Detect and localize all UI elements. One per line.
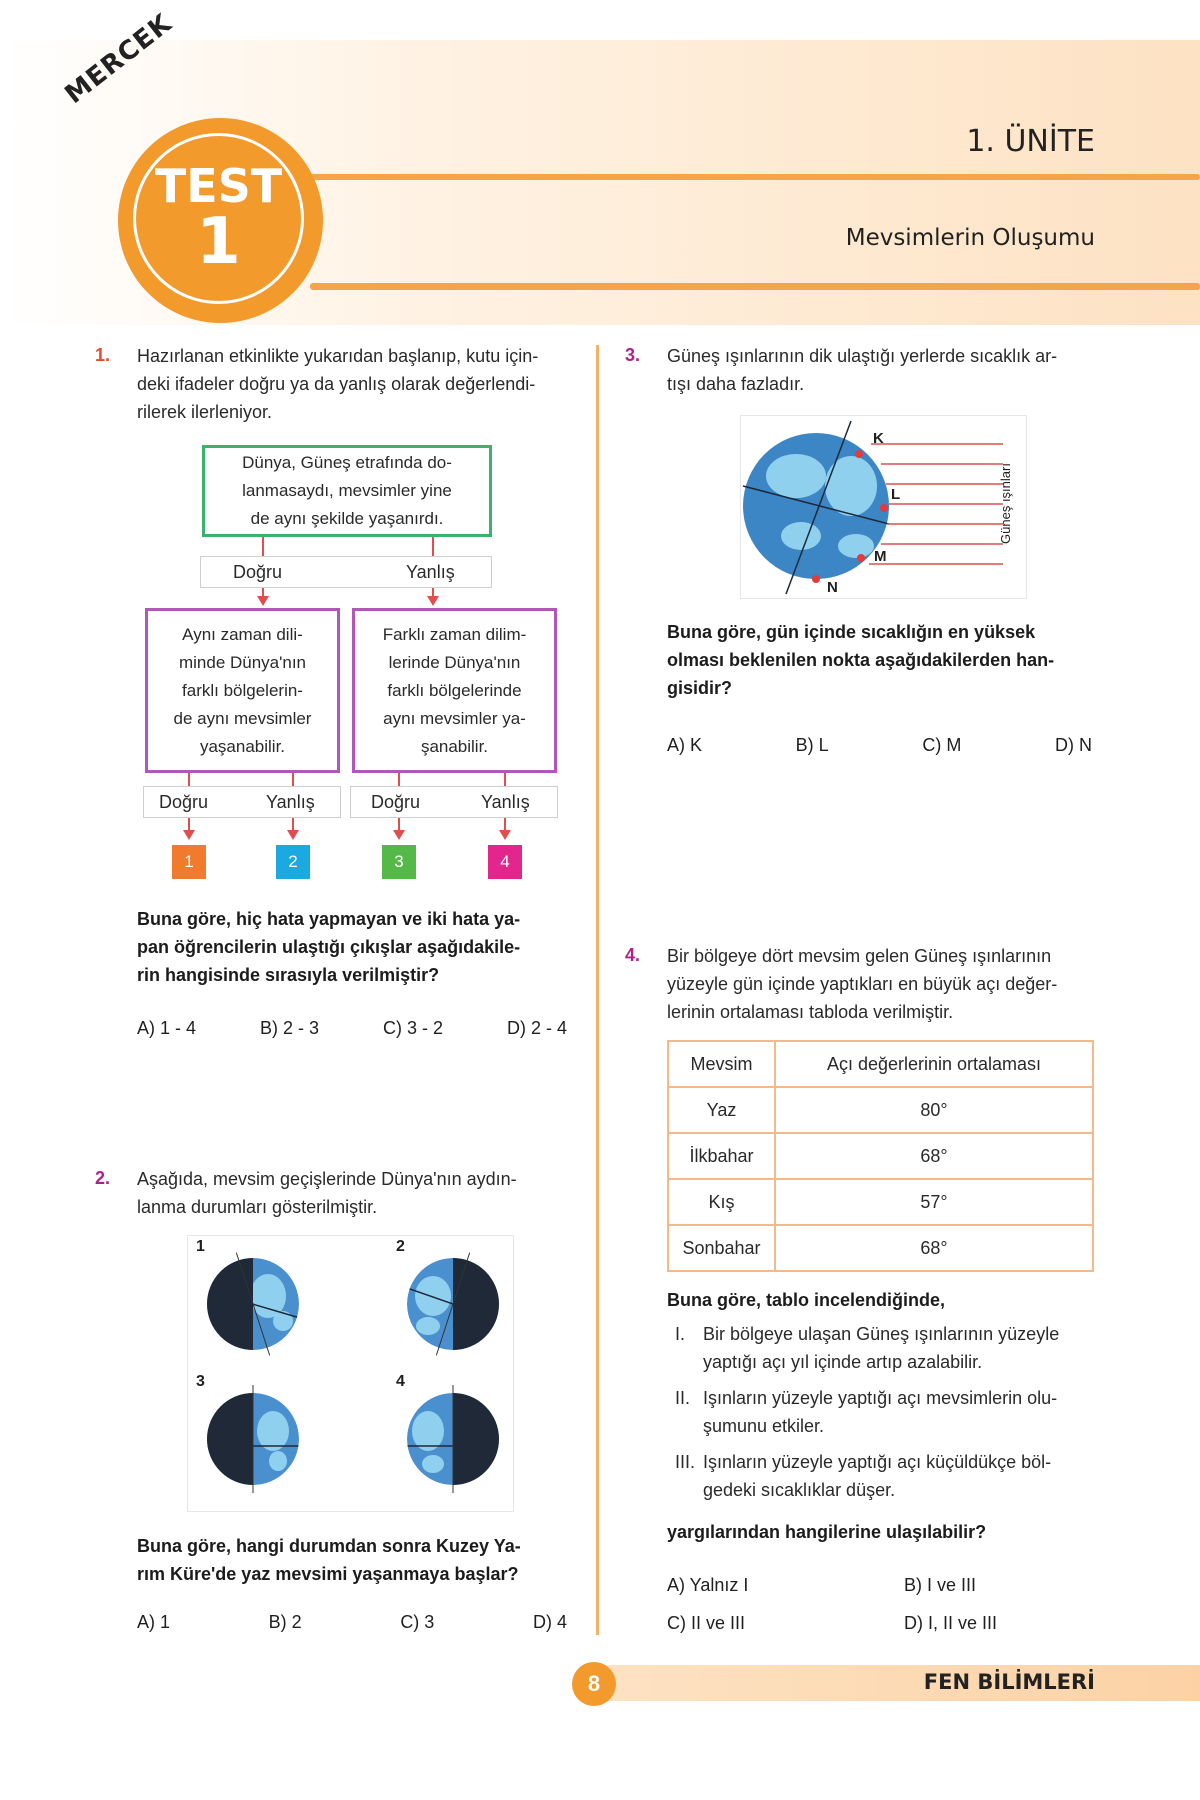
question-3-options (667, 735, 1092, 756)
stem-line: Aşağıda, mevsim geçişlerinde Dünya'nın aydın- (137, 1169, 517, 1189)
question-3-prompt (667, 618, 1107, 702)
stem-line: tışı daha fazladır. (667, 374, 805, 394)
flow-box-left (145, 608, 340, 773)
flow-text: Farklı zaman dilim- (382, 624, 527, 644)
branch-label-bar (200, 556, 492, 588)
question-4-lead: Buna göre, tablo incelendiğinde, (667, 1290, 946, 1310)
stem-line: lerinin ortalaması tabloda verilmiştir. (667, 1002, 954, 1022)
question-2-options (137, 1612, 567, 1633)
flow-text: de aynı mevsimler (173, 708, 312, 728)
question-1-options (137, 1018, 567, 1039)
globe-label: 4 (396, 1373, 405, 1390)
earth-image (743, 421, 889, 594)
option-a[interactable]: A) K (667, 735, 703, 755)
flow-text: Aynı zaman dili- (182, 624, 303, 644)
table-row (668, 1087, 1093, 1133)
table-row (668, 1133, 1093, 1179)
prompt-line: rin hangisinde sırasıyla verilmiştir? (137, 965, 440, 985)
statement-line: Işınların yüzeyle yaptığı açı mevsimlerin olu- (703, 1388, 1058, 1408)
question-stem (137, 342, 577, 426)
arrow-down-icon (427, 596, 439, 606)
flow-box-top (202, 445, 492, 537)
badge-test-number: 1 (196, 204, 241, 279)
branch-true-label: Doğru (233, 562, 283, 582)
branch-label-bar (143, 786, 341, 818)
angle-table (667, 1040, 1094, 1272)
point-label-k: K (873, 430, 884, 447)
table-cell: 68° (775, 1133, 1093, 1179)
column-divider (596, 345, 599, 1635)
header-divider (310, 174, 1200, 180)
question-2-prompt (137, 1532, 587, 1588)
table-header-row (668, 1041, 1093, 1087)
table-cell: İlkbahar (668, 1133, 775, 1179)
option-a[interactable]: A) Yalnız I (667, 1575, 749, 1595)
question-number: 4. (625, 945, 641, 965)
table-cell: Yaz (668, 1087, 775, 1133)
unit-title: 1. ÜNİTE (966, 124, 1095, 159)
statement-line: yaptığı açı yıl içinde artıp azalabilir. (703, 1352, 983, 1372)
stem-line: yüzeyle gün içinde yaptıkları en büyük açı değer- (667, 974, 1058, 994)
branch-true-label: Doğru (371, 792, 421, 812)
flow-text: minde Dünya'nın (178, 652, 307, 672)
option-b[interactable]: B) I ve III (904, 1575, 977, 1595)
branch-true-label: Doğru (159, 792, 209, 812)
brand-logo-text: MERCEK (59, 8, 178, 111)
stem-line: deki ifadeler doğru ya da yanlış olarak değerlendi- (137, 374, 536, 394)
arrow-down-icon (287, 830, 299, 840)
stem-line: Güneş ışınlarının dik ulaştığı yerlerde sıcaklık ar- (667, 346, 1058, 366)
table-cell: 57° (775, 1179, 1093, 1225)
globe-label: 1 (196, 1238, 205, 1255)
branch-label-bar (350, 786, 558, 818)
flow-text: Dünya, Güneş etrafında do- (242, 453, 452, 472)
option-d[interactable]: D) 4 (532, 1612, 567, 1632)
option-c[interactable]: C) 3 (400, 1612, 435, 1632)
exit-box-2: 2 (276, 845, 310, 879)
table-cell: 80° (775, 1087, 1093, 1133)
option-c[interactable]: C) 3 - 2 (383, 1018, 444, 1038)
connector (262, 537, 264, 557)
option-d[interactable]: D) 2 - 4 (506, 1018, 567, 1038)
badge-test-label: TEST (154, 158, 283, 213)
statement-2 (675, 1384, 1115, 1440)
flow-text: yaşanabilir. (199, 736, 286, 756)
flow-text: aynı mevsimler ya- (383, 708, 526, 728)
option-a[interactable]: A) 1 - 4 (137, 1018, 197, 1038)
exit-box-1: 1 (172, 845, 206, 879)
question-stem (137, 1165, 577, 1221)
statement-number: I. (675, 1324, 686, 1344)
arrow-down-icon (257, 596, 269, 606)
option-b[interactable]: B) L (795, 735, 829, 755)
flow-text: de aynı şekilde yaşanırdı. (250, 509, 444, 528)
prompt-line: Buna göre, hangi durumdan sonra Kuzey Ya- (137, 1536, 521, 1556)
topic-title: Mevsimlerin Oluşumu (845, 225, 1095, 251)
flow-box-right (352, 608, 557, 773)
flow-text: lanmasaydı, mevsimler yine (242, 481, 452, 500)
globe-label: 2 (396, 1238, 405, 1255)
prompt-line: Buna göre, hiç hata yapmayan ve iki hata ya- (137, 909, 521, 929)
point-label-m: M (874, 548, 887, 565)
branch-false-label: Yanlış (481, 792, 530, 812)
branch-false-label: Yanlış (406, 562, 455, 582)
table-cell: Kış (668, 1179, 775, 1225)
option-d[interactable]: D) N (1055, 735, 1092, 755)
option-c[interactable]: C) M (922, 735, 962, 755)
prompt-line: pan öğrencilerin ulaştığı çıkışlar aşağıdakile- (137, 937, 521, 957)
table-header-cell: Mevsim (668, 1041, 775, 1087)
globes-figure (187, 1235, 514, 1512)
point-l-marker (880, 504, 888, 512)
flow-text: farklı bölgelerin- (182, 680, 303, 700)
prompt-line: olması beklenilen nokta aşağıdakilerden han- (667, 650, 1055, 670)
statement-number: III. (675, 1452, 696, 1472)
point-label-l: L (891, 486, 901, 503)
prompt-line: Buna göre, gün içinde sıcaklığın en yüksek (667, 622, 1036, 642)
connector (398, 773, 400, 787)
arrow-down-icon (393, 830, 405, 840)
option-a[interactable]: A) 1 (137, 1612, 171, 1632)
connector (292, 773, 294, 787)
question-4-prompt: yargılarından hangilerine ulaşılabilir? (667, 1522, 987, 1542)
stem-line: lanma durumları gösterilmiştir. (137, 1197, 378, 1217)
exit-box-3: 3 (382, 845, 416, 879)
option-b[interactable]: B) 2 (268, 1612, 302, 1632)
prompt-line: gisidir? (667, 678, 733, 698)
question-1-prompt (137, 905, 587, 989)
table-row (668, 1225, 1093, 1271)
rays-label: Güneş ışınları (997, 463, 1013, 544)
option-d[interactable]: D) I, II ve III (904, 1613, 998, 1633)
footer-band (600, 1665, 1200, 1701)
branch-false-label: Yanlış (266, 792, 315, 812)
statement-number: II. (675, 1388, 691, 1408)
stem-line: rilerek ilerleniyor. (137, 402, 273, 422)
prompt-line: rım Küre'de yaz mevsimi yaşanmaya başlar? (137, 1564, 519, 1584)
point-m-marker (857, 554, 865, 562)
arrow-down-icon (499, 830, 511, 840)
flow-text: lerinde Dünya'nın (388, 652, 521, 672)
stem-line: Hazırlanan etkinlikte yukarıdan başlanıp, kutu için- (137, 346, 539, 366)
question-number: 1. (95, 345, 111, 365)
table-cell: 68° (775, 1225, 1093, 1271)
point-n-marker (812, 575, 820, 583)
table-row (668, 1179, 1093, 1225)
subject-label: FEN BİLİMLERİ (923, 1670, 1095, 1694)
table-cell: Sonbahar (668, 1225, 775, 1271)
question-number: 3. (625, 345, 641, 365)
stem-line: Bir bölgeye dört mevsim gelen Güneş ışınlarının (667, 946, 1052, 966)
header-divider (310, 283, 1200, 290)
question-stem (667, 342, 1107, 398)
option-b[interactable]: B) 2 - 3 (260, 1018, 320, 1038)
flow-text: farklı bölgelerinde (387, 680, 522, 700)
statement-line: Işınların yüzeyle yaptığı açı küçüldükçe böl- (703, 1452, 1052, 1472)
statement-3 (675, 1448, 1115, 1504)
question-stem (667, 942, 1107, 1026)
statement-line: gedeki sıcaklıklar düşer. (703, 1480, 896, 1500)
table-header-cell: Açı değerlerinin ortalaması (775, 1041, 1093, 1087)
point-label-n: N (827, 579, 838, 596)
statement-line: Bir bölgeye ulaşan Güneş ışınlarının yüzeyle (703, 1324, 1060, 1344)
option-c[interactable]: C) II ve III (667, 1613, 746, 1633)
statement-1 (675, 1320, 1115, 1376)
arrow-down-icon (183, 830, 195, 840)
connector (188, 773, 190, 787)
test-badge-inner (133, 133, 304, 304)
connector (504, 773, 506, 787)
question-number: 2. (95, 1168, 111, 1188)
globe-label: 3 (196, 1373, 205, 1390)
statement-line: şumunu etkiler. (703, 1416, 825, 1436)
exit-box-4: 4 (488, 845, 522, 879)
sun-rays-figure (740, 415, 1027, 599)
flow-text: şanabilir. (420, 736, 489, 756)
point-k-marker (855, 450, 863, 458)
globes-svg (188, 1236, 513, 1511)
page-number: 8 (572, 1662, 616, 1706)
connector (432, 537, 434, 557)
